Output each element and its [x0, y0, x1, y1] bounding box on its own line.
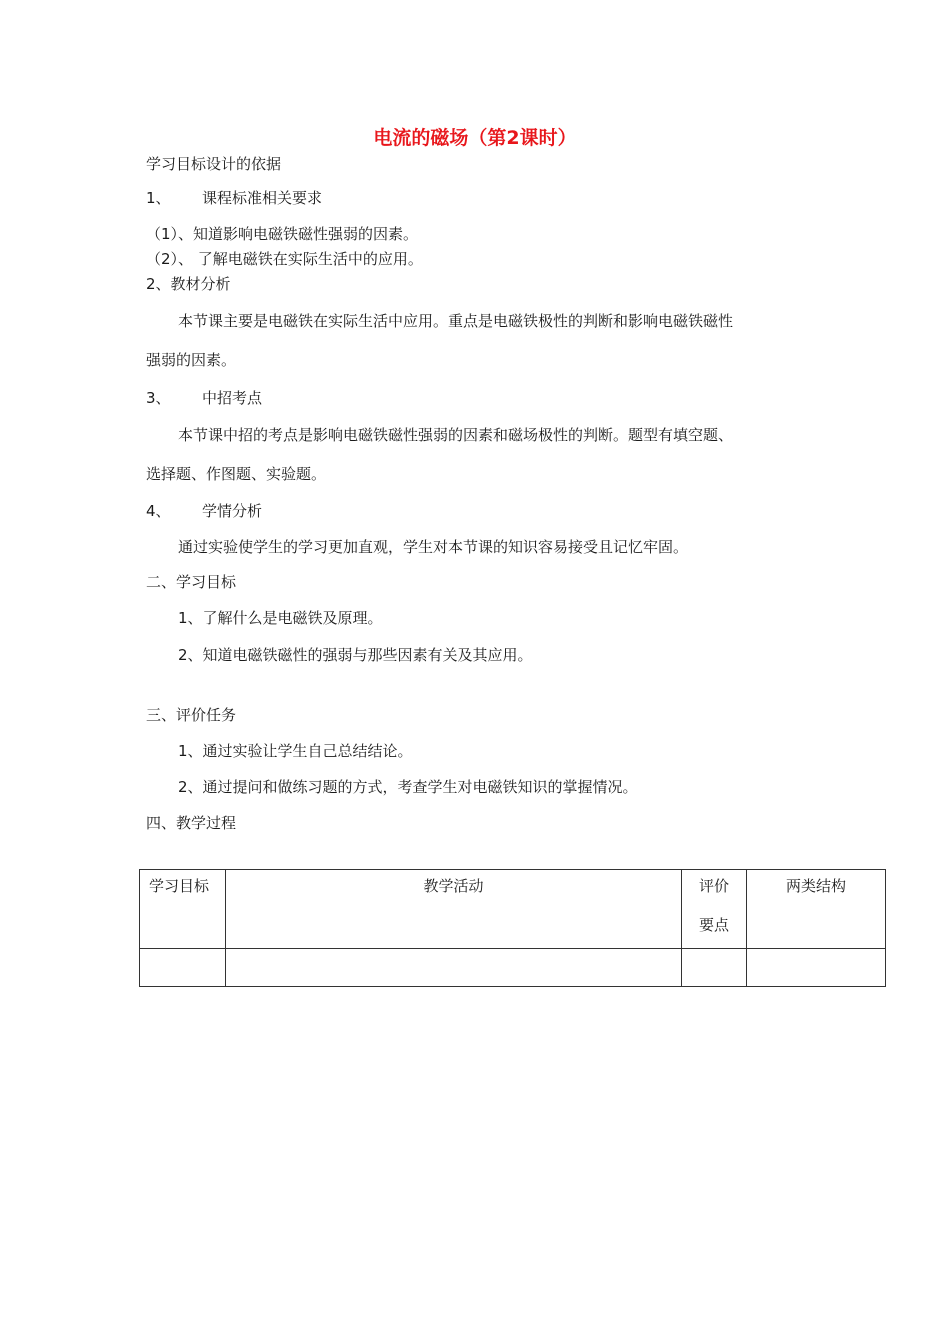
header-label-activity: 教学活动	[423, 877, 484, 895]
tasks-heading: 三、评价任务	[146, 706, 237, 724]
section-4-number: 4、	[146, 502, 171, 520]
header-label-eval-line: 要点	[698, 916, 729, 934]
table-cell	[226, 949, 682, 987]
header-cell-goal	[140, 870, 226, 949]
section-4-heading: 学情分析	[202, 502, 263, 520]
section-1-item: （2）、 了解电磁铁在实际生活中的应用。	[146, 250, 423, 268]
document-title: 电流的磁场（第2课时）	[373, 127, 577, 149]
header-cell-eval	[682, 870, 747, 949]
section-2-paragraph-line: 强弱的因素。	[146, 351, 237, 369]
basis-heading: 学习目标设计的依据	[146, 155, 282, 173]
task-item: 1、通过实验让学生自己总结结论。	[178, 742, 413, 760]
section-1-number: 1、	[146, 189, 171, 207]
section-3-paragraph-line: 选择题、作图题、实验题。	[146, 465, 327, 483]
section-3-paragraph-line: 本节课中招的考点是影响电磁铁磁性强弱的因素和磁场极性的判断。题型有填空题、	[178, 426, 734, 444]
process-heading: 四、教学过程	[146, 814, 237, 832]
table-row	[140, 949, 886, 987]
header-label-structure: 两类结构	[785, 877, 846, 895]
goals-heading: 二、学习目标	[146, 573, 237, 591]
task-item: 2、通过提问和做练习题的方式，考查学生对电磁铁知识的掌握情况。	[178, 778, 638, 796]
header-cell-activity	[226, 870, 682, 949]
table-cell	[682, 949, 747, 987]
table-header-row	[140, 870, 886, 949]
table-cell	[747, 949, 886, 987]
section-2-paragraph-line: 本节课主要是电磁铁在实际生活中应用。重点是电磁铁极性的判断和影响电磁铁磁性	[178, 312, 734, 330]
section-3-number: 3、	[146, 389, 171, 407]
goal-item: 2、知道电磁铁磁性的强弱与那些因素有关及其应用。	[178, 646, 533, 664]
section-1-heading: 课程标准相关要求	[202, 189, 323, 207]
teaching-process-table	[139, 869, 886, 987]
table-cell	[140, 949, 226, 987]
section-3-heading: 中招考点	[202, 389, 263, 407]
header-cell-structure	[747, 870, 886, 949]
header-label-eval-line: 评价	[698, 877, 729, 895]
section-1-item: （1）、知道影响电磁铁磁性强弱的因素。	[146, 225, 419, 243]
header-label-goal: 学习目标	[149, 877, 210, 895]
section-4-paragraph: 通过实验使学生的学习更加直观，学生对本节课的知识容易接受且记忆牢固。	[178, 538, 689, 556]
goal-item: 1、了解什么是电磁铁及原理。	[178, 609, 383, 627]
section-2-heading: 2、教材分析	[146, 275, 231, 293]
